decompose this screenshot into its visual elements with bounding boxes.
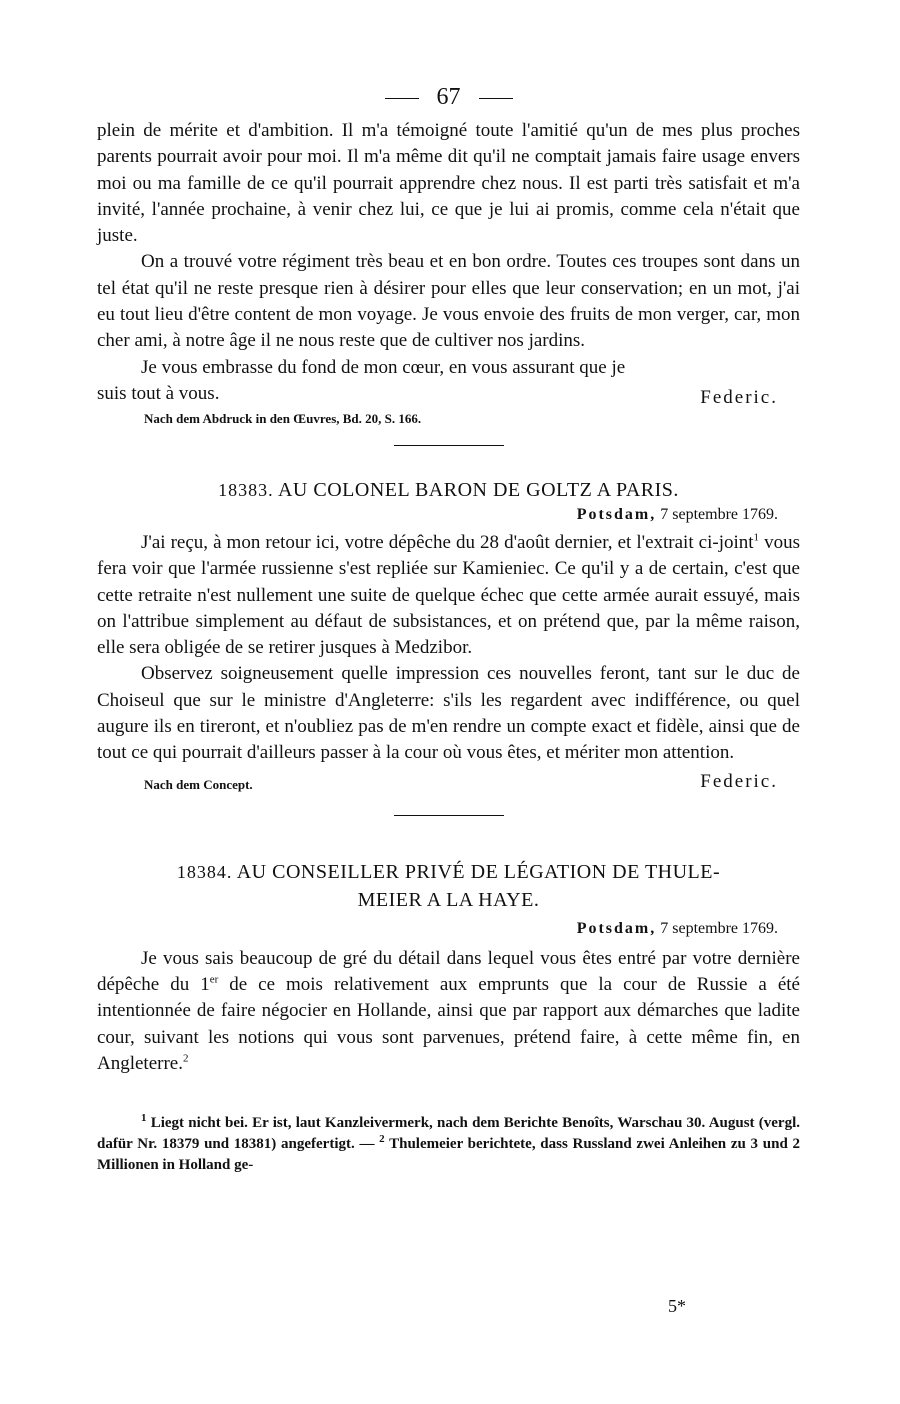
page-number: 67 [436,84,461,110]
letter-a-paragraph: plein de mérite et d'ambition. Il m'a témoigné toute l'amitié qu'un de mes plus proches parents pourrait avoir pour moi. Il m'a même dit qu'il ne comptait jamais faire usage envers moi ou ma famille de ce qu'il pourrait apprendre chez nous. Il est parti très satisfait et m'a invité, l'année prochaine, à venir chez lui, ce que je lui ai promis, comme cela n'était que juste. [97,120,800,247]
separator-rule [394,815,504,816]
letter-a-signature: Federic. [700,386,778,408]
letter-c-place: Potsdam, [576,919,657,937]
footnotes [97,1113,800,1176]
letter-b-source: Nach dem Concept. [144,776,253,792]
letter-b-text-part1: J'ai reçu, à mon retour ici, votre dépêche du 28 d'août dernier, et l'extrait ci-joint [141,531,754,553]
page [97,80,800,1176]
letter-a-last-line: suis tout à vous. [97,382,220,404]
letter-b-dateline [97,504,800,526]
running-header [97,80,800,114]
letter-a-paragraph: On a trouvé votre régiment très beau et en bon ordre. Toutes ces troupes sont dans un tel état qu'il ne reste presque rien à désirer pour elles que leur conservation; en un mot, j'ai eu tout lieu d'être content de mon voyage. Je vous envoie des fruits de mon verger, car, mon cher ami, à notre âge il ne nous reste que de cultiver nos jardins. [97,251,800,352]
letter-c-addressee-line2: MEIER A LA HAYE. [357,888,540,911]
letter-c-title-line1 [97,858,800,886]
letter-c-date: 7 septembre 1769. [660,919,778,937]
footnote-text [97,1113,800,1176]
letter-b-addressee: AU COLONEL BARON DE GOLTZ A PARIS. [277,478,679,501]
letter-b-paragraph: Observez soigneusement quelle impression ces nouvelles feront, tant sur le duc de Choiseul que sur le ministre d'Angleterre: s'ils les regardent avec indifférence, ou quel augure ils en tireront, et n'oubliez pas de m'en rendre un compte exact et fidèle, ainsi que de tout ce qui pourrait d'ailleurs passer à la cour où vous êtes, et mériter mon attention. [97,663,800,764]
letter-c-title [97,858,800,914]
footnote-reference: 1 [753,531,760,544]
header-dash-right [479,98,513,99]
separator-rule [394,445,504,446]
letter-b-date: 7 septembre 1769. [660,505,778,523]
letter-b-number: 18383. [218,479,274,500]
letter-b-signature: Federic. [700,770,778,792]
footnote-mark: 2 [379,1133,385,1146]
letter-c-text-part2: de ce mois relativement aux emprunts que la cour de Russie a été intentionnée de faire négocier en Hollande, ainsi que par rapport aux démarches que ladite cour, suivant les notions qui vous sont parvenues, prétend faire, à cette même fin, en Angleterre. [97,973,800,1074]
letter-c-text-part1: Je vous sais beaucoup de gré du détail dans lequel vous êtes entré par votre dernière dépêche du 1 [97,947,800,995]
letter-c-dateline [97,918,800,940]
signature-mark: 5* [668,1296,686,1316]
letter-c-addressee-line1: AU CONSEILLER PRIVÉ DE LÉGATION DE THULE- [236,860,721,883]
letter-b-title [97,476,800,504]
letter-c-paragraph [97,946,800,1077]
letter-a-closing [97,381,800,433]
letter-b-paragraph [97,530,800,661]
footnote-reference: 2 [182,1052,189,1065]
footnote-mark: 1 [141,1112,147,1125]
letter-b-place: Potsdam, [576,505,657,523]
letter-c-number: 18384. [176,861,233,882]
superscript-er: er [209,973,219,986]
letter-b-closing [97,771,800,801]
letter-b-text-part2: vous fera voir que l'armée russienne s'est repliée sur Kamieniec. Ce qu'il y a de certain, c'est que cette retraite n'est nullement une suite de quelque échec que cette armée aurait essuyé, mais on l'attribue simplement au défaut de subsistances, et on prétend que, par la même raison, elle sera obligée de se retirer jusques à Medzibor. [97,531,800,659]
footnote-2-text: Thulemeier berichtete, dass Russland zwei Anleihen zu 3 und 2 Millionen in Holland ge- [97,1136,801,1174]
footnote-1-text: Liegt nicht bei. Er ist, laut Kanzleivermerk, nach dem Berichte Benoîts, Warschau 30. August (vergl. dafür Nr. 18379 und 18381) angefertigt. — [97,1115,800,1153]
letter-a-paragraph: Je vous embrasse du fond de mon cœur, en vous assurant que je [141,356,626,378]
letter-a-source: Nach dem Abdruck in den Œuvres, Bd. 20, S. 166. [144,410,422,426]
header-dash-left [385,98,419,99]
